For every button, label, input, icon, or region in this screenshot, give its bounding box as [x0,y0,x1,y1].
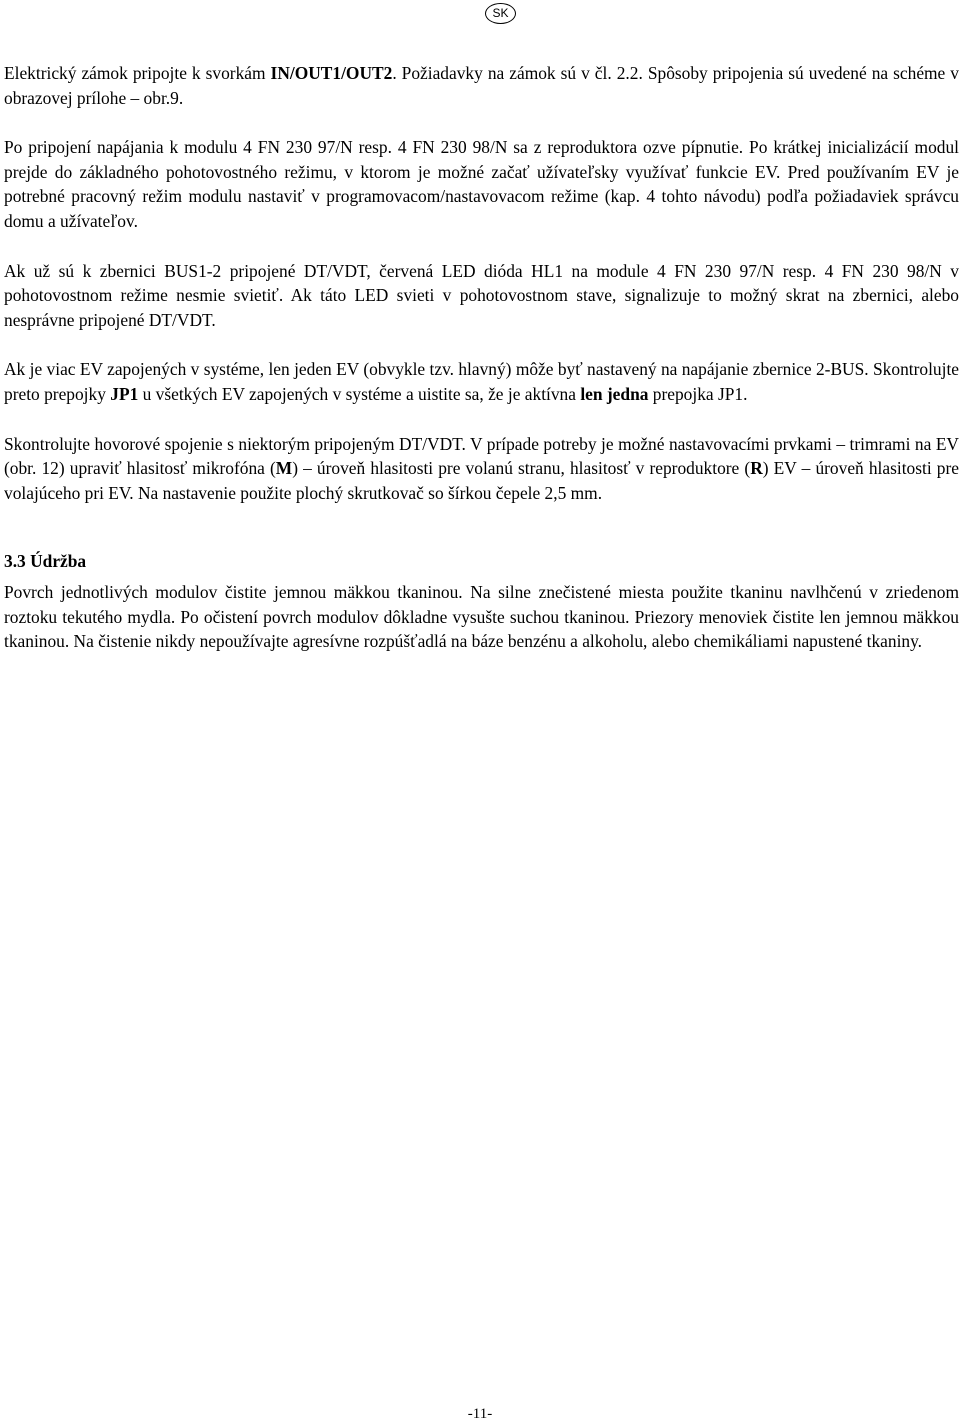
bold-text-run: len jedna [580,383,649,404]
bold-text-run: JP1 [110,383,139,404]
paragraph-maintenance [4,580,959,654]
bold-text-run: IN/OUT1/OUT2 [270,63,393,83]
text-run: ) EV – úroveň hlasitosti pre volajúceho pri EV. Na nastavenie použite plochý skrutkovač so šírkou čepele 2,5 mm. [4,458,959,503]
paragraph-bus-power [4,357,959,406]
text-run: ) – úroveň hlasitosti pre volanú stranu, hlasitosť v reproduktore ( [292,458,751,479]
paragraph-power-up [4,135,959,233]
text-run: prepojka JP1. [648,383,748,404]
paragraph-audio-adjust [4,432,959,506]
text-run: Elektrický zámok pripojte k svorkám [4,63,271,83]
paragraph-led-check [4,259,959,333]
text-run: Ak je viac EV zapojených v systéme, len jeden EV (obvykle tzv. hlavný) môže byť nastavený na napájanie zbernice 2-BUS. Skontrolujte preto prepojky [4,359,959,404]
language-badge: SK [485,3,516,24]
page-number: -11- [467,1406,493,1422]
text-run: u všetkých EV zapojených v systéme a uistite sa, že je aktívna [138,383,581,404]
text-run: Povrch jednotlivých modulov čistite jemnou mäkkou tkaninou. Na silne znečistené miesta použite tkaninu navlhčenú v zriedenom roztoku tekutého mydla. Po očistení povrch modulov dôkladne vysušte suchou tkaninou. Priezory menoviek čistite len jemnou mäkkou tkaninou. Na čistenie nikdy nepoužívajte agresívne rozpúšťadlá na báze benzénu a alkoholu, alebo chemikáliami napustené tkaniny. [4,581,959,652]
text-run: Ak už sú k zbernici BUS1-2 pripojené DT/VDT, červená LED dióda HL1 na module 4 FN 230 97/N resp. 4 FN 230 98/N v pohotovostnom režime nesmie svietiť. Ak táto LED svieti v pohotovostnom stave, signalizuje to možný skrat na zbernici, alebo nesprávne pripojené DT/VDT. [4,260,959,330]
text-run: Po pripojení napájania k modulu 4 FN 230 97/N resp. 4 FN 230 98/N sa z reproduktora ozve pípnutie. Po krátkej inicializácií modul prejde do základného pohotovostného režimu, v ktorom je možné začať užívateľsky využívať funkcie EV. Pred používaním EV je potrebné pracovný režim modulu nastaviť v programovacom/nastavovacom režime (kap. 4 tohto návodu) podľa požiadaviek správcu domu a užívateľov. [4,137,959,231]
text-run: . Požiadavky na zámok sú v čl. 2.2. Spôsoby pripojenia sú uvedené na schéme v obrazovej prílohe – obr.9. [4,63,959,108]
section-heading-maintenance: 3.3 Údržba [4,551,87,572]
paragraph-lock-connection [4,61,959,110]
document-body [4,61,959,679]
text-run: Skontrolujte hovorové spojenie s niektorým pripojeným DT/VDT. V prípade potreby je možné nastavovacími prvkami – trimrami na EV (obr. 12) upraviť hlasitosť mikrofóna ( [4,433,959,479]
bold-text-run: R [750,458,763,479]
bold-text-run: M [275,458,293,479]
